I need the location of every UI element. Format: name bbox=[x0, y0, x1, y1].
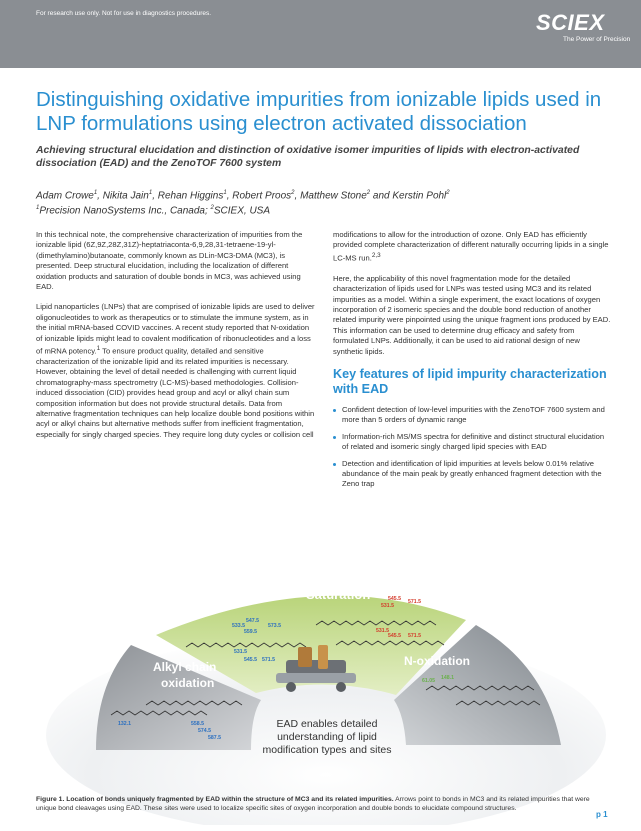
author-block bbox=[36, 187, 616, 218]
ion-label: 571.5 bbox=[408, 599, 421, 605]
ion-label: 558.5 bbox=[191, 721, 204, 727]
alkyl-label-line2: oxidation bbox=[161, 676, 215, 690]
figure-center-text bbox=[263, 718, 392, 756]
svg-text:modification types and sites: modification types and sites bbox=[262, 744, 392, 756]
body-column-left bbox=[36, 230, 316, 450]
ion-label: 545.5 bbox=[388, 633, 401, 639]
body-column-right bbox=[333, 230, 611, 496]
saturation-label: Saturation bbox=[306, 587, 371, 602]
header-bar bbox=[0, 0, 641, 68]
ion-label: 545.5 bbox=[244, 657, 257, 663]
ion-label: 533.5 bbox=[232, 623, 245, 629]
affiliations: $^1$Precision NanoSystems Inc., Canada; $^2$SCIEX, USA bbox=[36, 205, 271, 217]
figure-1 bbox=[36, 575, 616, 825]
background-paragraph: Lipid nanoparticles (LNPs) that are comprised of ionizable lipids are used to deliver oligonucleotides to work as therapeutics or to stimulate the immune system, as in the initial mRNA-based COVID vaccines. A recent study reported that N-oxidation of ionizable lipids might lead to covalent modification of ribonucleotides and a loss of mRNA potency.$^1$ To ensure product quality, detailed and sensitive characterization of the ionizable lipid and its related impurities is necessary. However, obtaining the level of detail needed is challenging with current liquid chromatography-mass spectrometry (LC-MS)-based methodologies. Collision-induced dissociation (CID) provides head group and acyl or alkyl chain sum composition information but does not provide structural details. Data from alternative fragmentation techniques can help localize double bond positions within acyl or alkyl chains but alternative methods suffer from inefficient fragmentation, especially for singly charged species. They require long duty cycles or collision cell bbox=[36, 302, 315, 439]
n-oxidation-label: N-oxidation bbox=[404, 654, 470, 668]
key-feature-item: Detection and identification of lipid impurities at levels below 0.01% relative abundance of the main peak by greatly enhanced fragment detection with the Zeno trap bbox=[333, 459, 611, 490]
author-list: Adam Crowe$^1$, Nikita Jain$^1$, Rehan Higgins$^1$, Robert Proos$^2$, Matthew Stone$^2$ and Kerstin Pohl$^2$ bbox=[36, 190, 450, 202]
logo-tagline: The Power of Precision bbox=[563, 36, 631, 43]
intro-paragraph: In this technical note, the comprehensive characterization of impurities from the ionizable lipid (6Z,9Z,28Z,31Z)-heptatriaconta-6,9,28,31-tetraene-19-yl-(dimethylamino)butanoate, commonly known as DLin-MC3-DMA (MC3), is presented. Deep structural elucidation, including the localization of different oxidation products and saturation of double bonds in MC3, was achieved using EAD. bbox=[36, 230, 303, 292]
key-features-heading: Key features of lipid impurity characterization with EAD bbox=[333, 367, 607, 396]
ion-label: 574.5 bbox=[198, 728, 211, 734]
page-subtitle: Achieving structural elucidation and distinction of oxidative isomer impurities of lipids with electron-activated dissociation (EAD) and the ZenoTOF 7600 system bbox=[36, 145, 580, 169]
ion-label: 587.5 bbox=[208, 735, 221, 741]
ion-label: 61.05 bbox=[422, 678, 435, 684]
ion-label: 531.5 bbox=[376, 628, 389, 634]
key-feature-item: Confident detection of low-level impurities with the ZenoTOF 7600 system and more than 5 orders of dynamic range bbox=[333, 405, 611, 426]
logo-wordmark: SCIEX bbox=[536, 10, 605, 35]
alkyl-label-line1: Alkyl chain bbox=[153, 660, 217, 674]
figure-caption: Figure 1. Location of bonds uniquely fragmented by EAD within the structure of MC3 and its related impurities. Arrows point to bonds in MC3 and its related impurities that were unique bond cleavages using EAD. These sites were used to localize specific sites of oxygen incorporation and double bonds to elucidate compound structures. bbox=[36, 796, 590, 812]
ion-label: 571.5 bbox=[262, 657, 275, 663]
ion-label: 571.5 bbox=[408, 633, 421, 639]
sciex-logo bbox=[536, 10, 632, 48]
ion-label: 547.5 bbox=[246, 618, 259, 624]
page-number: p 1 bbox=[596, 810, 608, 819]
svg-text:EAD enables detailed: EAD enables detailed bbox=[276, 718, 378, 730]
applicability-paragraph: Here, the applicability of this novel fragmentation mode for the detailed characterization of lipids used for LNPs was tested using MC3 and its related impurities as a model. Within a single experiment, the exact locations of oxygen incorporation of 2 isomeric species and the double bond reduction of another related impurity were pinpointed using the unique fragment ions produced by EAD. This information can be used to determine drug efficacy and safety from formulated LNPs. Additionally, it can be used to aid rational design of new synthetic lipids. bbox=[333, 273, 611, 356]
ion-label: 531.5 bbox=[234, 649, 247, 655]
svg-text:understanding of lipid: understanding of lipid bbox=[277, 731, 377, 743]
page-title: Distinguishing oxidative impurities from ionizable lipids used in LNP formulations using electron activated dissociation bbox=[36, 88, 602, 135]
ion-label: 545.5 bbox=[388, 596, 401, 602]
disclaimer-text: For research use only. Not for use in diagnostics procedures. bbox=[36, 10, 212, 17]
continuation-paragraph: modifications to allow for the introduction of ozone. Only EAD has efficiently provided complete characterization of different naturally occurring lipids in a single LC-MS run.$^{2,3}$ bbox=[333, 230, 609, 263]
ion-label: 132.1 bbox=[118, 721, 131, 727]
ion-label: 573.5 bbox=[268, 623, 281, 629]
ion-label: 559.5 bbox=[244, 629, 257, 635]
ion-label: 531.5 bbox=[381, 603, 394, 609]
ion-label: 148.1 bbox=[441, 675, 454, 681]
key-feature-item: Information-rich MS/MS spectra for definitive and distinct structural elucidation of related and isomeric singly charged lipid species with EAD bbox=[333, 432, 611, 453]
